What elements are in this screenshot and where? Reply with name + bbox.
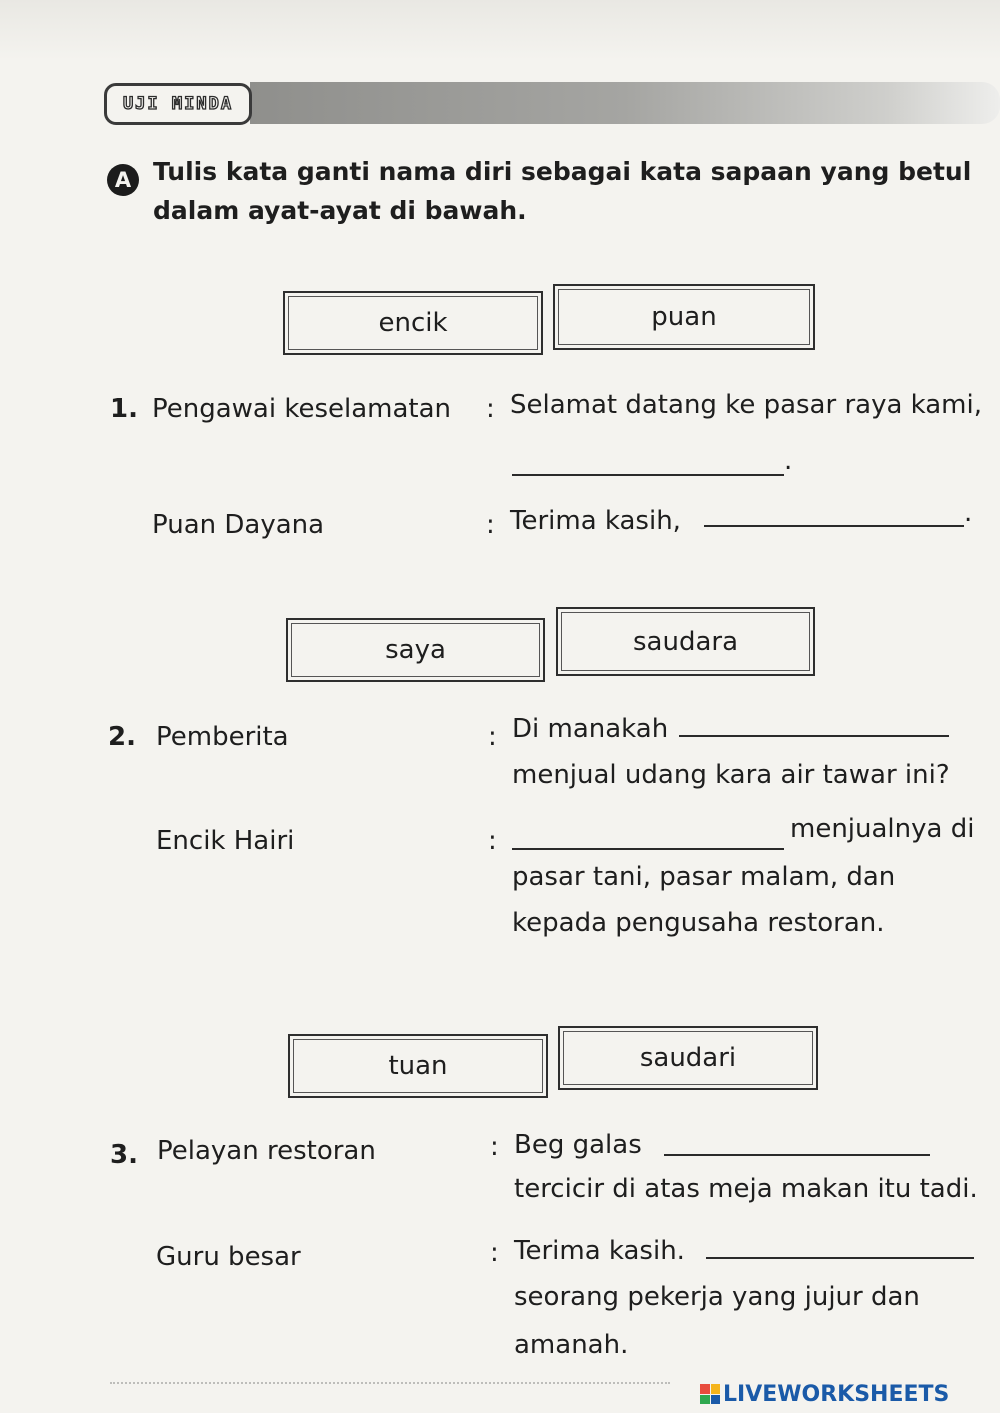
uji-minda-badge	[104, 83, 252, 125]
section-header-band	[250, 82, 1000, 124]
q1-answer-blank-2[interactable]	[704, 525, 964, 527]
q2-speaker-1: Pemberita	[156, 722, 289, 752]
section-a-marker: A	[107, 164, 139, 196]
q1-colon-1: :	[486, 394, 495, 424]
q2-colon-2: :	[488, 826, 497, 856]
q2-speaker-2-text-2: pasar tani, pasar malam, dan	[512, 862, 896, 892]
q3-speaker-2-text: Terima kasih.	[514, 1236, 685, 1266]
word-option-saudari	[558, 1026, 818, 1090]
q3-speaker-2: Guru besar	[156, 1242, 301, 1272]
q1-speaker-1-text: Selamat datang ke pasar raya kami,	[510, 390, 982, 420]
word-option-label: puan	[651, 302, 717, 332]
q2-speaker-1-text-2: menjual udang kara air tawar ini?	[512, 760, 950, 790]
q3-speaker-1: Pelayan restoran	[157, 1136, 376, 1166]
instruction-line-2: dalam ayat-ayat di bawah.	[153, 196, 527, 225]
q2-speaker-2: Encik Hairi	[156, 826, 295, 856]
liveworksheets-logo[interactable]	[700, 1380, 992, 1408]
q2-speaker-1-text: Di manakah	[512, 714, 669, 744]
q2-speaker-2-text-3: kepada pengusaha restoran.	[512, 908, 885, 938]
logo-text: LIVEWORKSHEETS	[723, 1381, 950, 1407]
word-option-saya	[286, 618, 545, 682]
word-option-tuan	[288, 1034, 548, 1098]
page-top-edge	[0, 0, 1000, 60]
word-option-saudara	[556, 607, 815, 676]
page-bottom-rule	[110, 1382, 670, 1384]
q3-speaker-2-text-3: amanah.	[514, 1330, 629, 1360]
question-2-number: 2.	[108, 722, 136, 752]
question-1-number: 1.	[110, 394, 138, 424]
word-option-label: tuan	[388, 1051, 448, 1081]
q1-period-2: .	[964, 498, 973, 528]
q3-answer-blank-2[interactable]	[706, 1257, 974, 1259]
q3-colon-2: :	[490, 1238, 499, 1268]
word-option-label: encik	[378, 308, 448, 338]
liveworksheets-grid-icon	[700, 1384, 720, 1404]
q1-speaker-2: Puan Dayana	[152, 510, 325, 540]
word-option-label: saudari	[639, 1043, 737, 1073]
q3-speaker-1-text-2: tercicir di atas meja makan itu tadi.	[514, 1174, 978, 1204]
q1-period-1: .	[784, 446, 793, 476]
instruction-line-1: Tulis kata ganti nama diri sebagai kata sapaan yang betul	[153, 157, 972, 186]
q3-colon-1: :	[490, 1132, 499, 1162]
q3-speaker-1-text: Beg galas	[514, 1130, 642, 1160]
q2-answer-blank-2[interactable]	[512, 848, 784, 850]
question-3-number: 3.	[110, 1140, 138, 1170]
word-option-puan	[553, 284, 815, 350]
q2-answer-blank-1[interactable]	[679, 735, 949, 737]
q2-colon-1: :	[488, 722, 497, 752]
q3-answer-blank-1[interactable]	[664, 1154, 930, 1156]
q1-colon-2: :	[486, 510, 495, 540]
q3-speaker-2-text-2: seorang pekerja yang jujur dan	[514, 1282, 920, 1312]
badge-label: UJI MINDA	[122, 94, 234, 114]
word-option-encik	[283, 291, 543, 355]
q2-speaker-2-text: menjualnya di	[790, 814, 975, 844]
word-option-label: saudara	[632, 626, 738, 657]
q1-answer-blank-1[interactable]	[512, 474, 784, 476]
q1-speaker-1: Pengawai keselamatan	[152, 394, 452, 424]
word-option-label: saya	[385, 635, 446, 665]
q1-speaker-2-text: Terima kasih,	[510, 506, 681, 536]
